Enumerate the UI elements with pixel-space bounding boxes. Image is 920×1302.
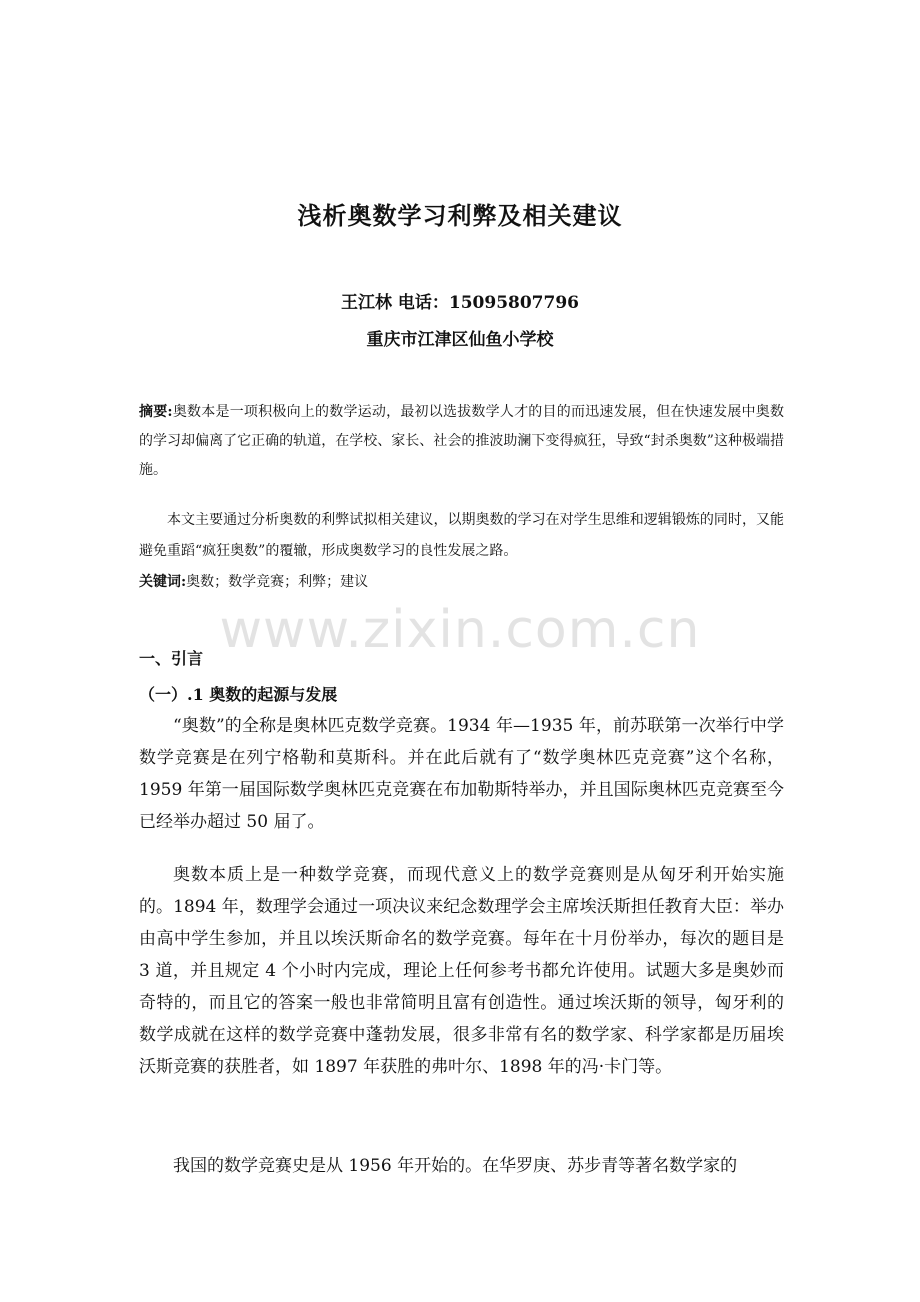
abstract-text: 奥数本是一项积极向上的数学运动，最初以选拔数学人才的目的而迅速发展，但在快速发展中奥数的学习却偏离了它正确的轨道，在学校、家长、社会的推波助澜下变得疯狂，导致“封杀奥数”这种极端措施。 xyxy=(139,404,784,478)
keywords-label: 关键词: xyxy=(139,574,187,590)
subsection-heading-origin: （一）.1 奥数的起源与发展 xyxy=(139,685,338,704)
section-heading-introduction: 一、引言 xyxy=(139,649,204,668)
body-paragraph-2: 奥数本质上是一种数学竞赛，而现代意义上的数学竞赛则是从匈牙利开始实施的。1894 年，数理学会通过一项决议来纪念数理学会主席埃沃斯担任教育大臣：举办由高中学生参加，并且以埃沃斯命名的数学竞赛。每年在十月份举办，每次的题目是 3 道，并且规定 4 个小时内完成，理论上任何参考书都允许使用。试题大多是奥妙而奇特的，而且它的答案一般也非常简明且富有创造性。通过埃沃斯的领导，匈牙利的数学成就在这样的数学竞赛中蓬勃发展，很多非常有名的数学家、科学家都是历届埃沃斯竞赛的获胜者，如 1897 年获胜的弗叶尔、1898 年的冯·卡门等。 xyxy=(139,865,784,1077)
abstract-paragraph xyxy=(139,398,784,485)
keywords-line xyxy=(139,570,784,594)
abstract-paragraph-2: 本文主要通过分析奥数的利弊试拟相关建议，以期奥数的学习在对学生思维和逻辑锻炼的同时，又能避免重蹈“疯狂奥数”的覆辙，形成奥数学习的良性发展之路。 xyxy=(139,512,784,559)
body-paragraph-3: 我国的数学竞赛史是从 1956 年开始的。在华罗庚、苏步青等著名数学家的 xyxy=(173,1156,738,1176)
watermark: www.zixin.com.cn xyxy=(219,600,701,660)
keywords-text: 奥数；数学竞赛；利弊；建议 xyxy=(186,574,369,590)
document-title: 浅析奥数学习利弊及相关建议 xyxy=(297,201,623,230)
school-name: 重庆市江津区仙鱼小学校 xyxy=(366,330,554,350)
abstract-label: 摘要: xyxy=(139,404,173,420)
author-line: 王江林 电话：15095807796 xyxy=(340,293,580,313)
body-paragraph-1: “奥数”的全称是奥林匹克数学竞赛。1934 年—1935 年，前苏联第一次举行中学数学竞赛是在列宁格勒和莫斯科。并在此后就有了“数学奥林匹克竞赛”这个名称，1959 年第一届国际数学奥林匹克竞赛在布加勒斯特举办，并且国际奥林匹克竞赛至今已经举办超过 50 届了。 xyxy=(139,716,784,832)
